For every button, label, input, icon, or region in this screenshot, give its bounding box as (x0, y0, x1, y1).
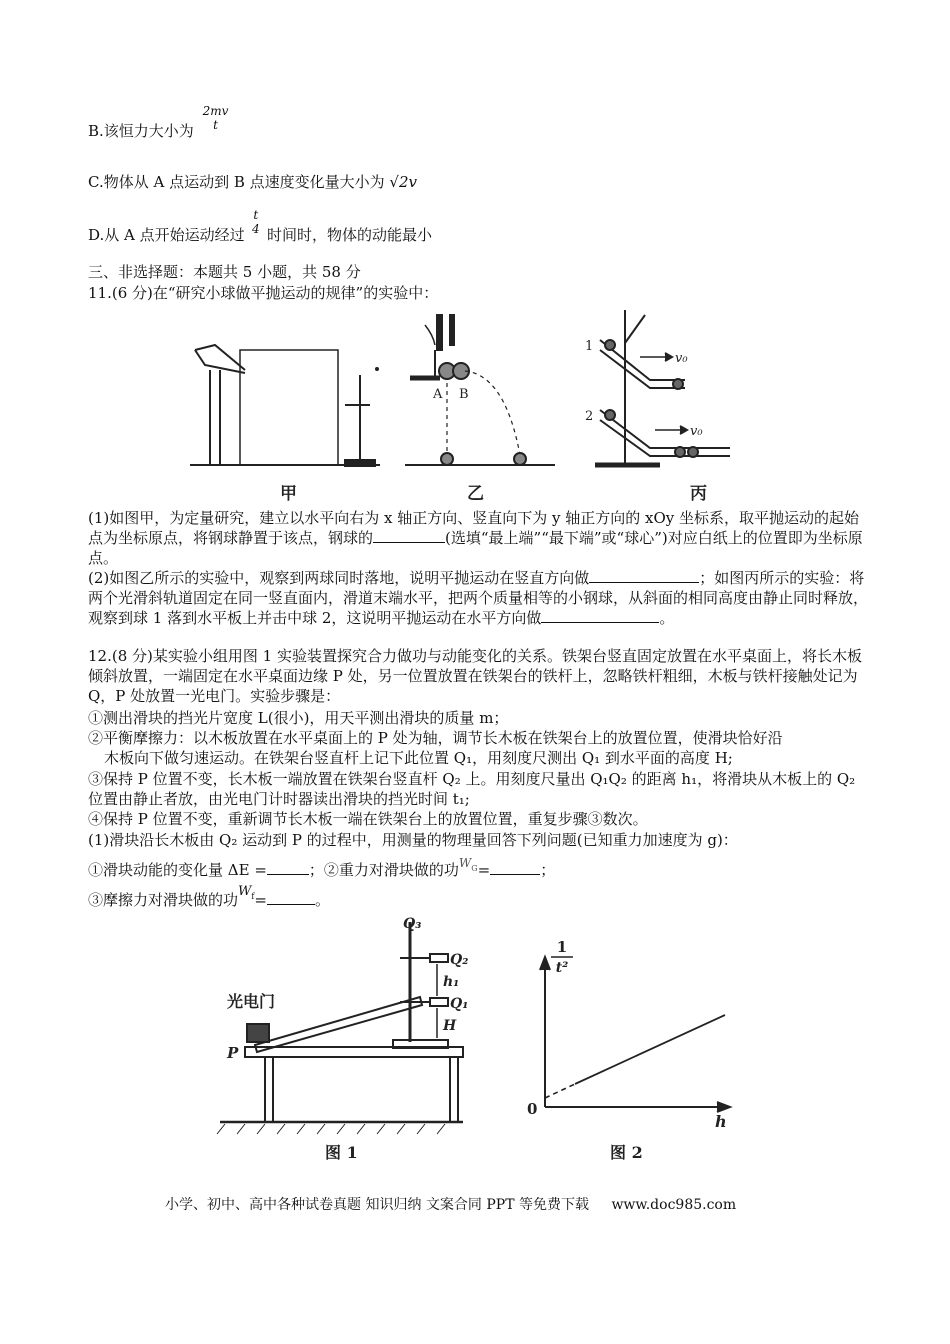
label-v0-bottom: v₀ (690, 424, 703, 439)
q12-step2a: ②平衡摩擦力：以木板放置在水平桌面上的 P 处为轴，调节长木板在铁架台上的放置位置，使滑块恰好沿 (88, 729, 783, 747)
origin-label: 0 (527, 1100, 538, 1118)
label-gate: 光电门 (227, 992, 276, 1011)
answer-blank[interactable] (267, 860, 309, 875)
option-d-fraction: t 4 (252, 208, 260, 236)
label-track1: 1 (585, 339, 594, 354)
answer-blank[interactable] (541, 608, 659, 623)
q12-stem: 12.(8 分)某实验小组用图 1 实验装置探究合力做功与动能变化的关系。铁架台竖直固定放置在水平桌面上，将长木板倾斜放置，一端固定在水平桌面边缘 P 处，另一位置放置在铁架台的铁杆上，忽略铁杆粗细，木板与铁杆接触处记为 Q，P 处放置一光电门。实验步骤是： (88, 647, 862, 705)
q12-step1: ①测出滑块的挡光片宽度 L(很小)，用天平测出滑块的质量 m； (88, 709, 509, 727)
caption-jia: 甲 (280, 484, 297, 504)
xlabel: h (715, 1112, 727, 1131)
q12-sub3: ③摩擦力对滑块做的功$W_f=$ 。 (88, 884, 330, 909)
q12-sub12: ①滑块动能的变化量 ΔE = ；②重力对滑块做的功$^W_G$= ； (88, 856, 556, 879)
q11-part2: (2)如图乙所示的实验中，观察到两球同时落地，说明平抛运动在竖直方向做 ；如图丙所示的实验：将两个光滑斜轨道固定在同一竖直面内，滑道末端水平，把两个质量相等的小钢球，从斜面的相同高度由静止同时释放，观察到球 1 落到水平板上并击中球 2，这说明平抛运动在水平方向做 。 (88, 569, 869, 627)
q11-part1: (1)如图甲，为定量研究，建立以水平向右为 x 轴正方向、竖直向下为 y 轴正方向的 xOy 坐标系，取平抛运动的起始点为坐标原点，将钢球静置于该点，钢球的 (选填“最上端”“最下端”或“球心”)对应白纸上的位置即为坐标原点。 (88, 509, 863, 567)
q12-figures (215, 912, 745, 1170)
section-heading: 三、非选择题：本题共 5 小题，共 58 分 (88, 263, 361, 281)
figure-2 (540, 957, 730, 1112)
q12-step4: ④保持 P 位置不变，重新调节长木板一端在铁架台上的放置位置，重复步骤③数次。 (88, 810, 648, 828)
footer-link[interactable]: www.doc985.com (611, 1197, 737, 1213)
caption-bing: 丙 (690, 484, 707, 504)
q12-step3: ③保持 P 位置不变，长木板一端放置在铁架台竖直杆 Q₂ 上。用刻度尺量出 Q₁Q₂ 的距离 h₁，将滑块从木板上的 Q₂ 位置由静止者放，由光电门计时器读出滑块的挡光时间 t₁; (88, 770, 856, 808)
option-d (88, 208, 433, 250)
footer-text: 小学、初中、高中各种试卷真题 知识归纳 文案合同 PPT 等免费下载 (165, 1197, 589, 1213)
figure-jia (190, 345, 380, 466)
q12-step2b: 木板向下做匀速运动。在铁架台竖直杆上记下此位置 Q₁，用刻度尺测出 Q₁ 到水平面的高度 H; (104, 749, 733, 767)
option-b-fraction: 2mv t (202, 104, 229, 132)
option-d-text: D.从 A 点开始运动经过 (88, 226, 245, 244)
answer-blank[interactable] (490, 860, 540, 875)
option-c (88, 172, 417, 192)
option-b (88, 104, 232, 146)
label-b: B (459, 387, 469, 402)
answer-blank[interactable] (589, 568, 699, 583)
caption-yi: 乙 (467, 484, 484, 504)
option-b-text: B.该恒力大小为 (88, 122, 194, 140)
figure-yi (405, 315, 555, 465)
answer-blank[interactable] (373, 528, 445, 543)
label-h1: h₁ (443, 974, 460, 990)
answer-blank[interactable] (267, 890, 315, 905)
label-q2: Q₂ (450, 952, 469, 968)
q11-figures (185, 305, 745, 510)
q12-part1: (1)滑块沿长木板由 Q₂ 运动到 P 的过程中，用测量的物理量回答下列问题(已知重力加速度为 g)： (88, 831, 738, 849)
footer (165, 1194, 736, 1214)
label-q1: Q₁ (450, 996, 469, 1012)
label-track2: 2 (585, 409, 594, 424)
option-c-text: C.物体从 A 点运动到 B 点速度变化量大小为 (88, 173, 385, 191)
label-p: P (227, 1044, 239, 1062)
ylabel-num: 1 (556, 938, 568, 956)
figure-bing (595, 310, 730, 465)
label-q3: Q₃ (403, 916, 422, 932)
figure-1 (217, 922, 463, 1134)
option-d-suffix: 时间时，物体的动能最小 (267, 226, 433, 244)
q11-stem: 11.(6 分)在“研究小球做平抛运动的规律”的实验中： (88, 284, 439, 302)
label-v0-top: v₀ (675, 351, 688, 366)
label-H: H (443, 1018, 457, 1034)
label-a: A (433, 387, 443, 402)
ylabel-den: t² (555, 960, 569, 976)
caption-fig1: 图 1 (325, 1143, 358, 1162)
caption-fig2: 图 2 (610, 1143, 643, 1162)
option-c-sqrt: √2v (389, 173, 417, 191)
